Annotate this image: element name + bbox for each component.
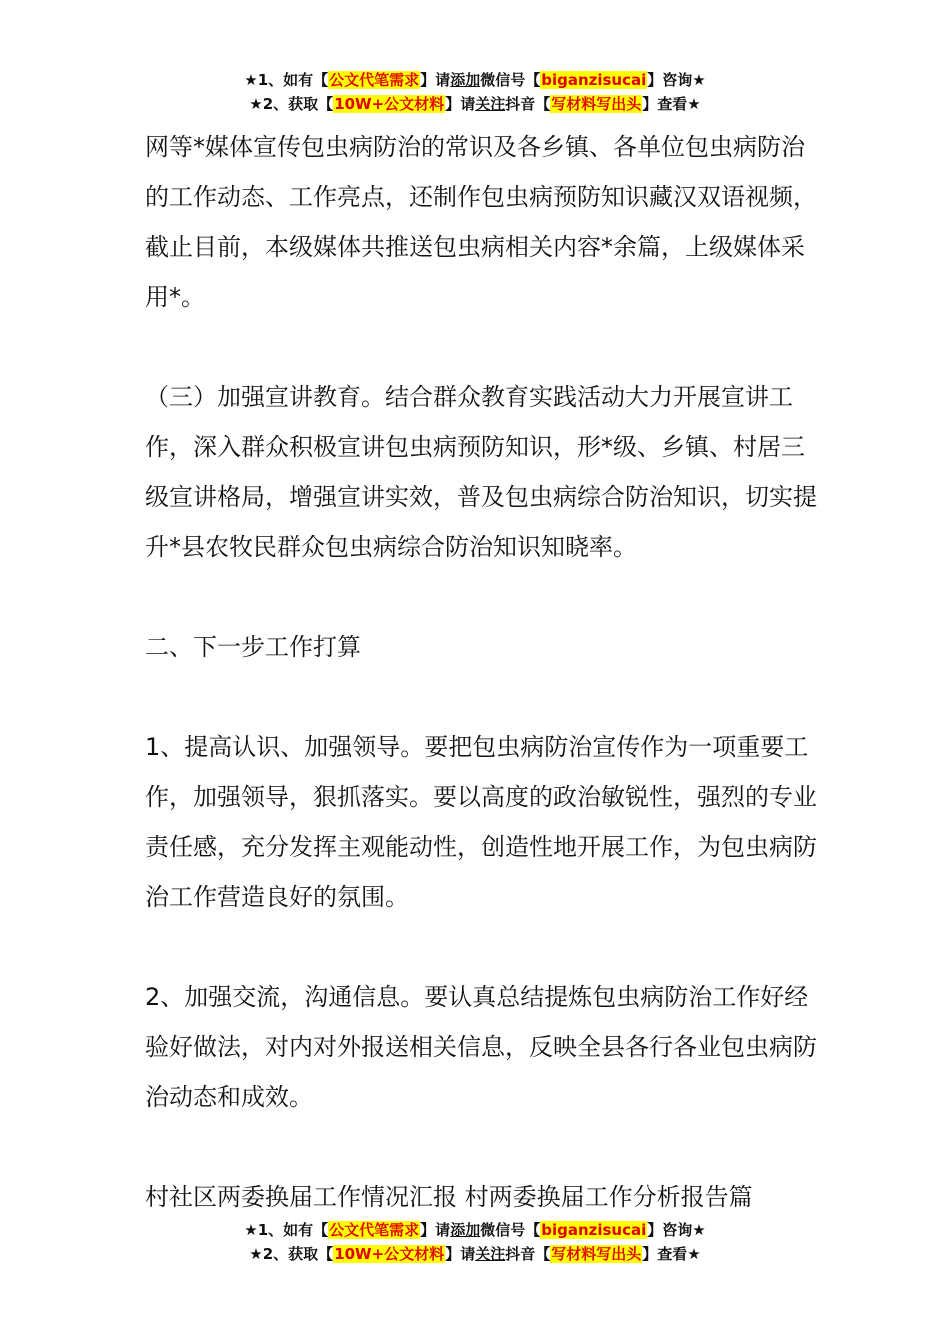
banner-line-1-suffix: 】咨询★ [647,71,706,89]
banner-line-1-highlight-service: 公文代笔需求 [329,71,420,89]
bottom-banner-line-1-mid2: 微信号【 [480,1221,541,1239]
list-item-leadership: 1、提高认识、加强领导。要把包虫病防治宣传作为一项重要工作，加强领导，狠抓落实。要以高度的政治敏锐性，强烈的专业责任感，充分发挥主观能动性，创造性地开展工作，为包虫病防治工作营造良好的氛围。 [145,733,817,911]
document-body [145,122,825,1222]
bottom-banner-line-1-highlight-service: 公文代笔需求 [329,1221,420,1239]
list-item-communication: 2、加强交流，沟通信息。要认真总结提炼包虫病防治工作好经验好做法，对内对外报送相关信息，反映全县各行各业包虫病防治动态和成效。 [145,983,817,1111]
banner-line-1-highlight-wechat: biganzisucai [541,71,647,89]
banner-line-2-mid: 】请 [445,95,476,113]
bottom-banner-line-2-mid: 】请 [445,1245,476,1263]
paragraph-education: （三）加强宣讲教育。结合群众教育实践活动大力开展宣讲工作，深入群众积极宣讲包虫病预防知识，形*级、乡镇、村居三级宣讲格局，增强宣讲实效，普及包虫病综合防治知识，切实提升*县农牧民群众包虫病综合防治知识知晓率。 [145,383,817,561]
document-footer-title: 村社区两委换届工作情况汇报 村两委换届工作分析报告篇 [145,1183,753,1211]
banner-line-1-underlined: 添加 [450,71,481,89]
banner-line-2-mid2: 抖音【 [505,95,551,113]
bottom-banner-line-1-underlined: 添加 [450,1221,481,1239]
bottom-banner [0,1218,950,1266]
bottom-banner-line-1-prefix: ★1、如有【 [244,1221,329,1239]
bottom-banner-line-2 [0,1242,950,1266]
bottom-banner-line-2-highlight-douyin: 写材料写出头 [551,1245,642,1263]
banner-line-1-prefix: ★1、如有【 [244,71,329,89]
banner-line-2-suffix: 】查看★ [642,95,701,113]
section-heading-next-steps: 二、下一步工作打算 [145,633,361,661]
banner-line-1-mid2: 微信号【 [480,71,541,89]
banner-line-2-highlight-douyin: 写材料写出头 [551,95,642,113]
banner-line-2-highlight-materials: 10W+公文材料 [334,95,445,113]
bottom-banner-line-1-mid: 】请 [420,1221,451,1239]
banner-line-2 [0,92,950,116]
bottom-banner-line-2-suffix: 】查看★ [642,1245,701,1263]
banner-line-2-underlined: 关注 [475,95,506,113]
bottom-banner-line-1-suffix: 】咨询★ [647,1221,706,1239]
banner-line-1-mid: 】请 [420,71,451,89]
bottom-banner-line-2-prefix: ★2、获取【 [249,1245,334,1263]
bottom-banner-line-2-mid2: 抖音【 [505,1245,551,1263]
bottom-banner-line-2-underlined: 关注 [475,1245,506,1263]
bottom-banner-line-1 [0,1218,950,1242]
banner-line-1 [0,68,950,92]
bottom-banner-line-1-highlight-wechat: biganzisucai [541,1221,647,1239]
paragraph-media-publicity: 网等*媒体宣传包虫病防治的常识及各乡镇、各单位包虫病防治的工作动态、工作亮点，还制作包虫病预防知识藏汉双语视频，截止目前，本级媒体共推送包虫病相关内容*余篇，上级媒体采用*。 [145,133,817,311]
top-banner [0,68,950,116]
banner-line-2-prefix: ★2、获取【 [249,95,334,113]
bottom-banner-line-2-highlight-materials: 10W+公文材料 [334,1245,445,1263]
